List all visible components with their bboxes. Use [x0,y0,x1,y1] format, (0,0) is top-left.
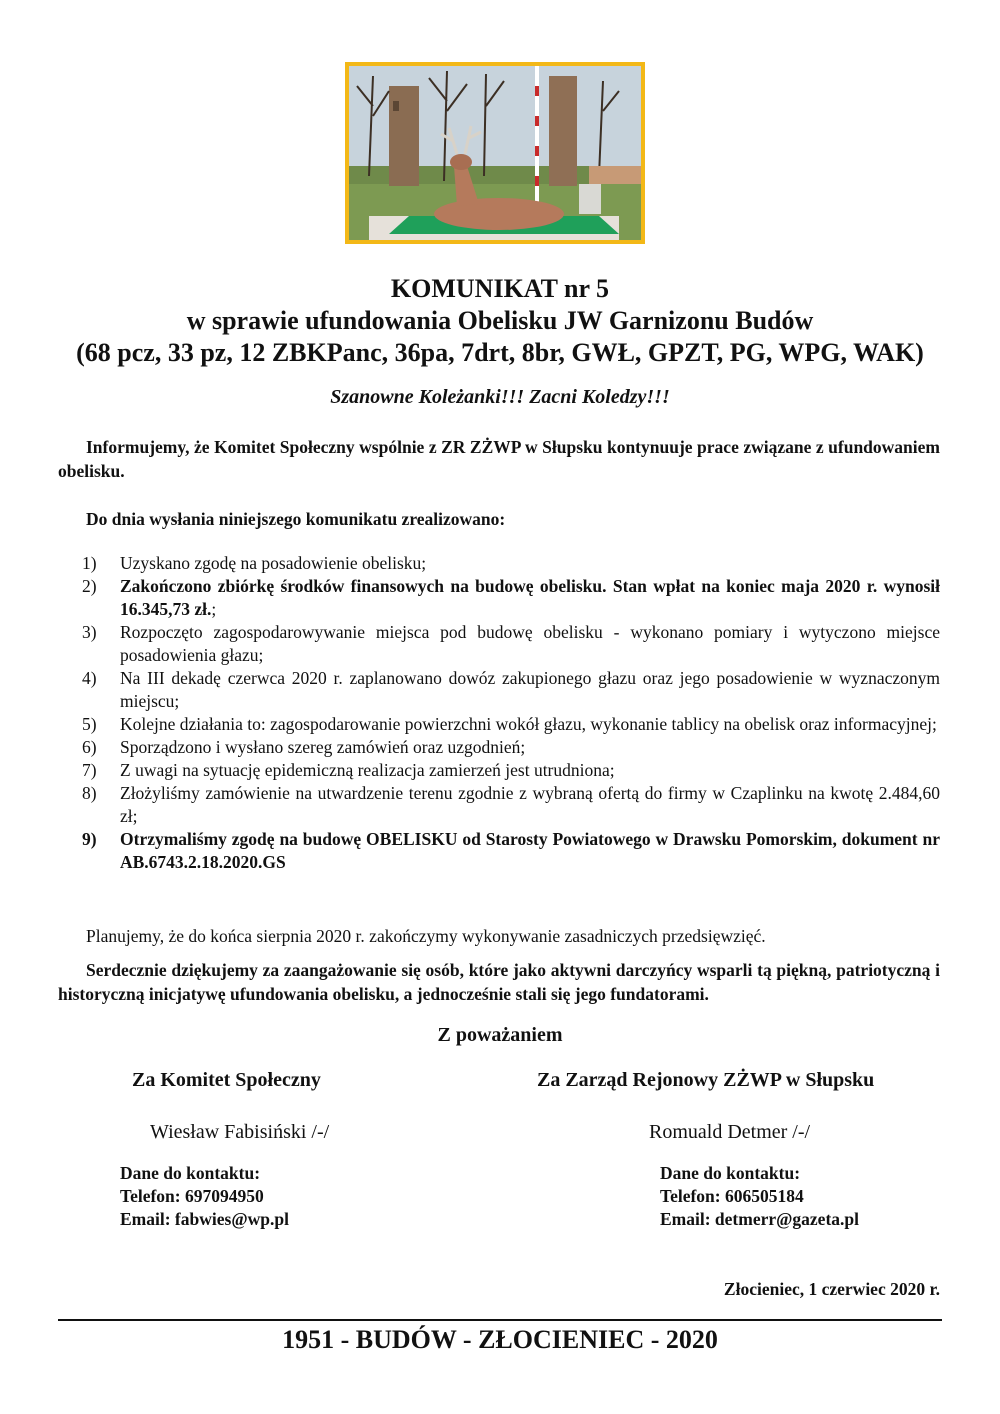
right-contact-email: Email: detmerr@gazeta.pl [660,1209,859,1229]
list-item: 4) Na III dekadę czerwca 2020 r. zaplanowano dowóz zakupionego głazu oraz jego posadowienie w wyznaczonym miejscu; [82,668,940,711]
right-signature-name: Romuald Detmer /-/ [649,1121,811,1143]
header-photo-deer-statue [345,62,645,244]
left-contact-label: Dane do kontaktu: [120,1163,261,1183]
left-contact-email: Email: fabwies@wp.pl [120,1209,289,1229]
list-item: 8) Złożyliśmy zamówienie na utwardzenie terenu zgodnie z wybraną ofertą do firmy w Czaplinku na kwotę 2.484,60 zł; [82,783,940,826]
place-and-date: Złocieniec, 1 czerwiec 2020 r. [723,1279,940,1299]
left-signature-title: Za Komitet Społeczny [132,1069,321,1091]
title-line-2: w sprawie ufundowania Obelisku JW Garnizonu Budów [186,306,814,335]
regards: Z poważaniem [437,1024,563,1046]
list-lead: Do dnia wysłania niniejszego komunikatu zrealizowano: [86,509,506,529]
left-signature-name: Wiesław Fabisiński /-/ [150,1121,330,1143]
greeting: Szanowne Koleżanki!!! Zacni Koledzy!!! [330,386,670,408]
footer-divider [58,1319,942,1321]
left-contact-block [120,1162,289,1231]
intro-paragraph: Informujemy, że Komitet Społeczny wspólnie z ZR ZŻWP w Słupsku kontynuuje prace związane z ufundowaniem obelisku. [58,437,940,481]
plan-paragraph: Planujemy, że do końca sierpnia 2020 r. zakończymy wykonywanie zasadniczych przedsięwzięć. [86,926,766,946]
left-contact-phone: Telefon: 697094950 [120,1186,264,1206]
document-title [0,273,1000,369]
completed-actions-list [82,552,940,874]
list-item: 2) Zakończono zbiórkę środków finansowych na budowę obelisku. Stan wpłat na koniec maja 2020 r. wynosił 16.345,73 zł.; [82,576,940,619]
footer-text: 1951 - BUDÓW - ZŁOCIENIEC - 2020 [282,1325,718,1354]
thanks-paragraph: Serdecznie dziękujemy za zaangażowanie się osób, które jako aktywni darczyńcy wsparli tą piękną, patriotyczną i historyczną inicjatywę ufundowania obelisku, a jednocześnie stali się jego fundatorami. [58,960,940,1004]
list-item: 9) Otrzymaliśmy zgodę na budowę OBELISKU od Starosty Powiatowego w Drawsku Pomorskim, dokument nr AB.6743.2.18.2020.GS [82,829,940,872]
list-item: 6) Sporządzono i wysłano szereg zamówień oraz uzgodnień; [82,737,526,757]
list-item: 7) Z uwagi na sytuację epidemiczną realizacja zamierzeń jest utrudniona; [82,760,615,780]
list-item: 5) Kolejne działania to: zagospodarowanie powierzchni wokół głazu, wykonanie tablicy na obelisk oraz informacyjnej; [82,714,937,734]
title-line-3: (68 pcz, 33 pz, 12 ZBKPanc, 36pa, 7drt, 8br, GWŁ, GPZT, PG, WPG, WAK) [76,338,924,367]
right-contact-block [660,1162,859,1231]
right-contact-label: Dane do kontaktu: [660,1163,801,1183]
right-signature-title: Za Zarząd Rejonowy ZŻWP w Słupsku [537,1069,875,1091]
title-line-1: KOMUNIKAT nr 5 [390,274,610,303]
list-item: 1) Uzyskano zgodę na posadowienie obelisku; [82,553,427,573]
list-item: 3) Rozpoczęto zagospodarowywanie miejsca pod budowę obelisku - wykonano pomiary i wytyczono miejsce posadowienia głazu; [82,622,940,665]
deer-statue-image [349,66,641,240]
right-contact-phone: Telefon: 606505184 [660,1186,804,1206]
